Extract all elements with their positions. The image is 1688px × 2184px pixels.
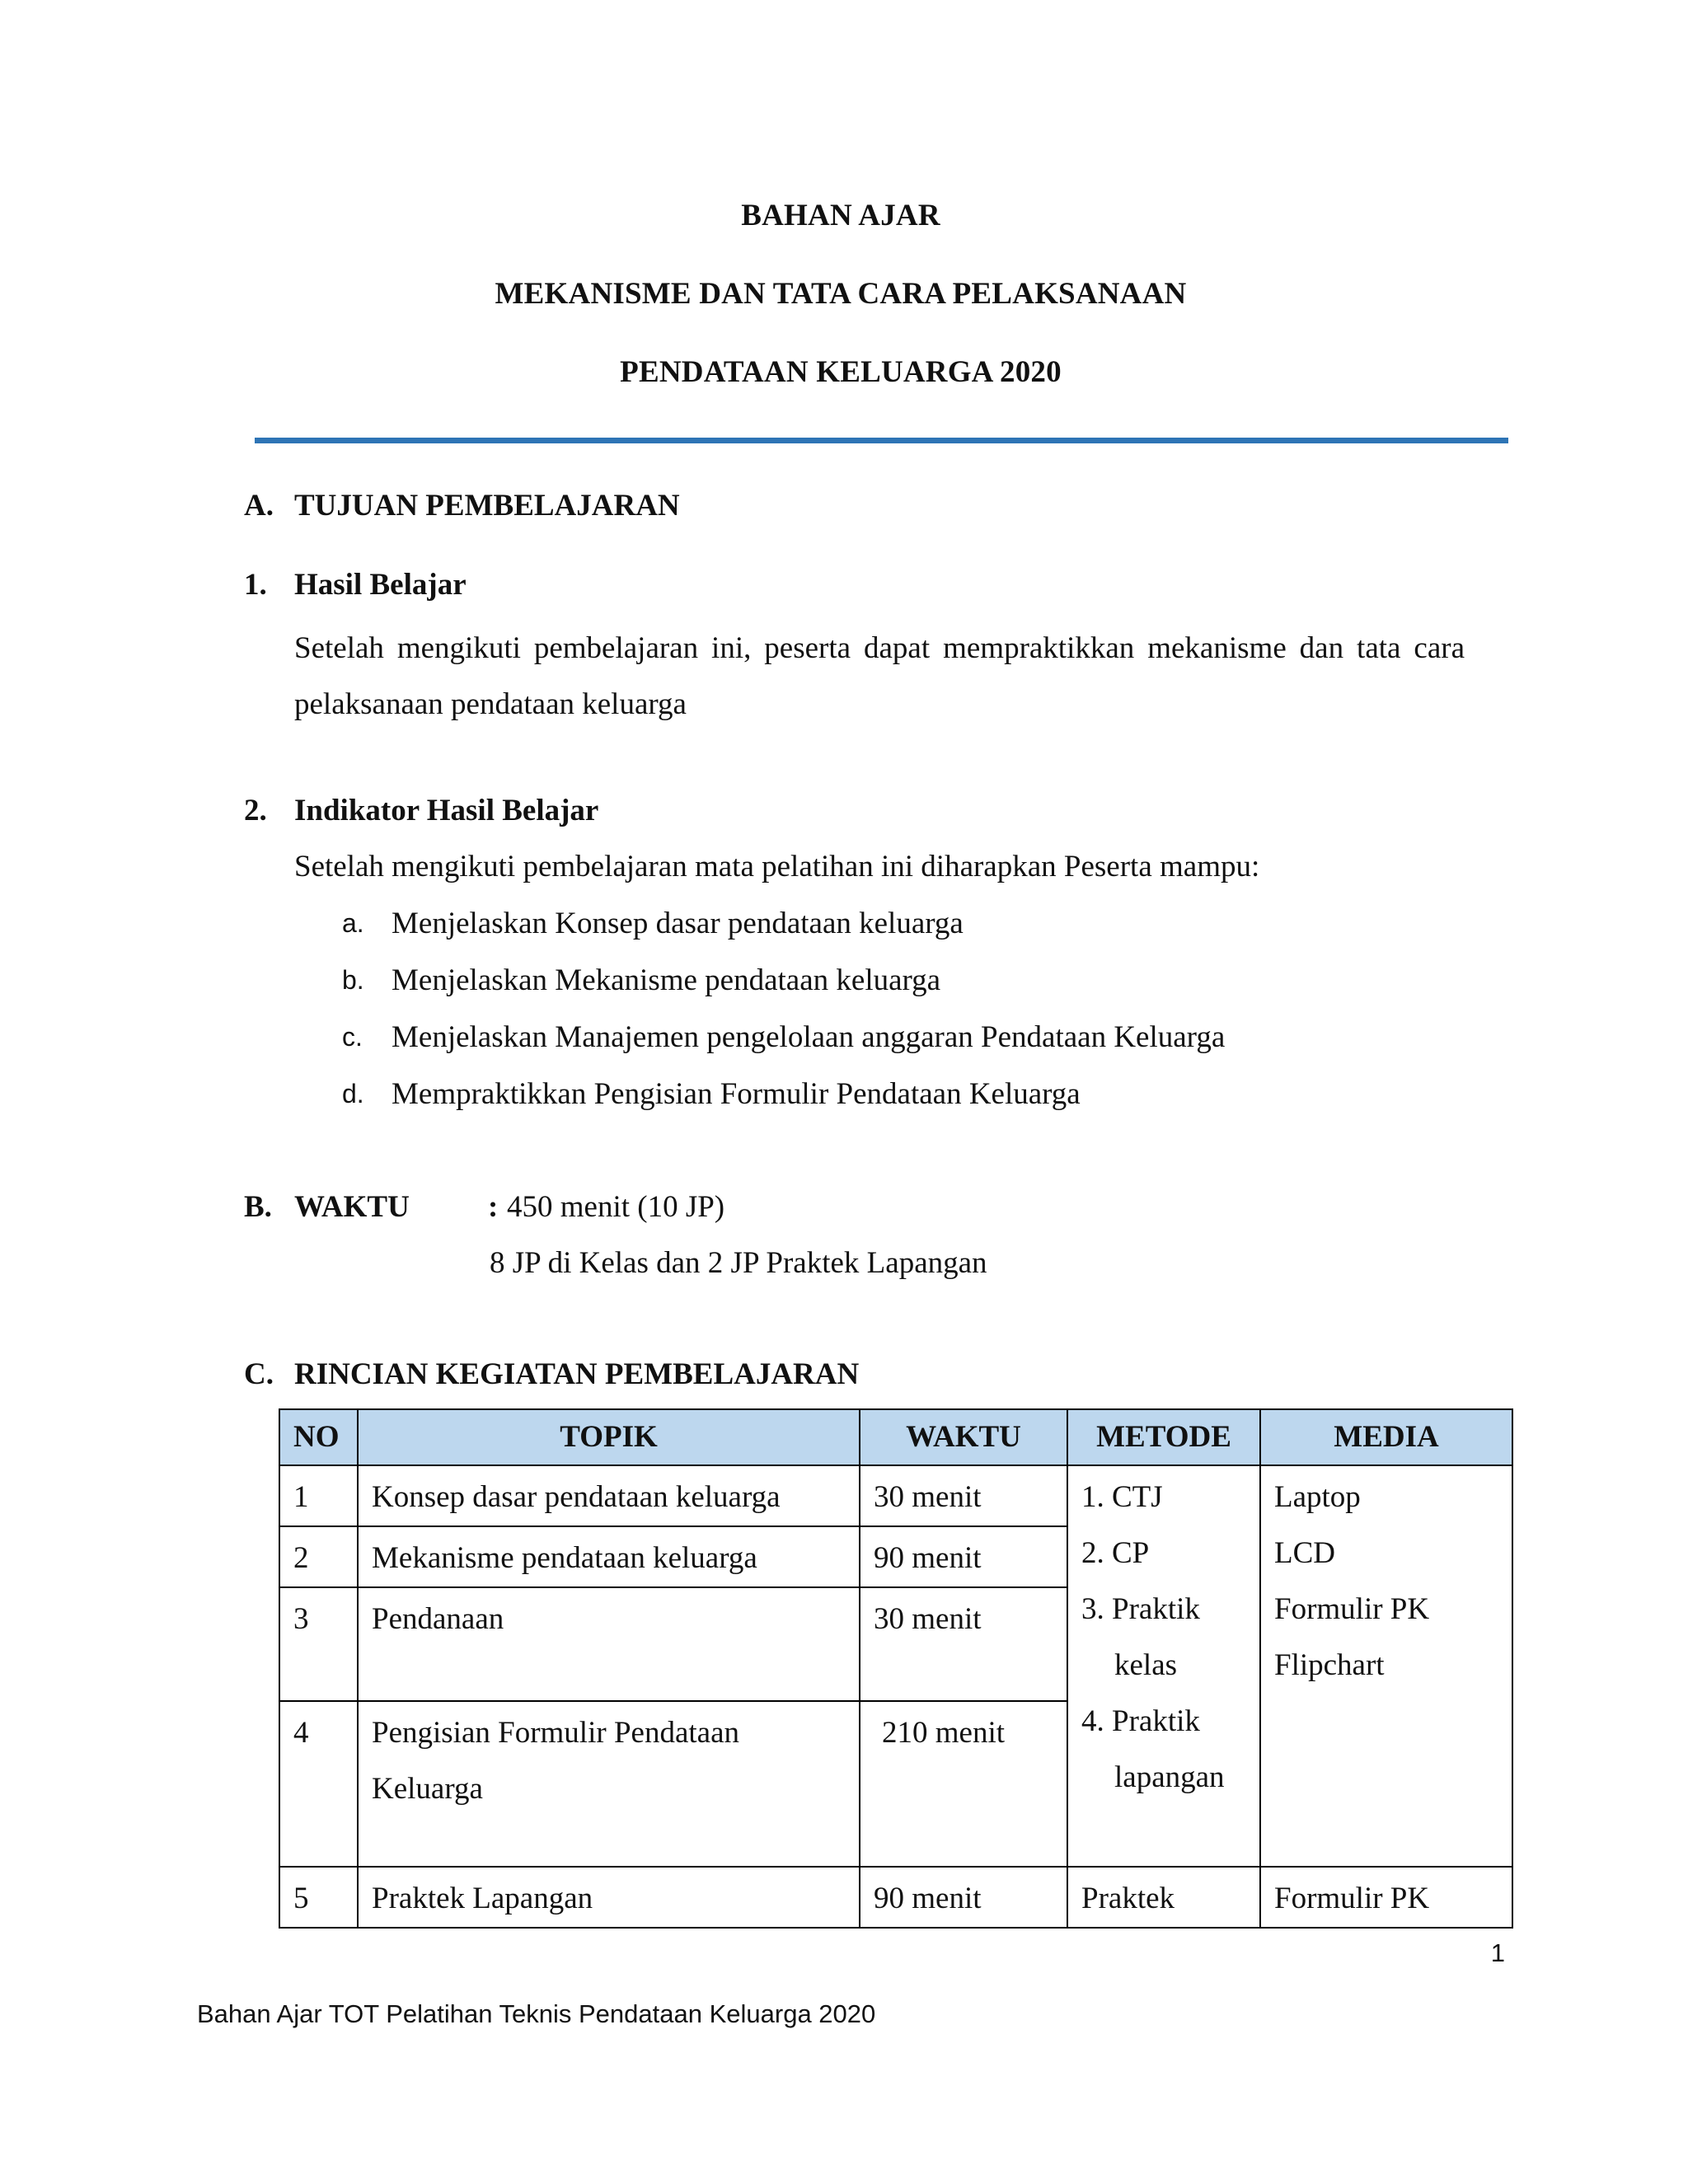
- table-row: [279, 1465, 1512, 1526]
- metode-item: 3. Praktik kelas: [1081, 1592, 1200, 1682]
- document-subtitle-1: MEKANISME DAN TATA CARA PELAKSANAAN: [495, 277, 1187, 311]
- metode-item: 2. CP: [1081, 1536, 1150, 1570]
- section-c-marker: C.: [244, 1357, 274, 1391]
- cell-waktu: 30 menit: [860, 1587, 1067, 1701]
- cell-waktu: 30 menit: [860, 1465, 1067, 1526]
- column-header-media: MEDIA: [1260, 1409, 1512, 1465]
- cell-topik: Pengisian Formulir Pendataan Keluarga: [358, 1701, 860, 1867]
- cell-no: 3: [279, 1587, 358, 1701]
- waktu-total: 450 menit (10 JP): [507, 1190, 725, 1224]
- item-1-text: Setelah mengikuti pembelajaran ini, peserta dapat mempraktikkan mekanisme dan tata cara pelaksanaan pendataan keluarga: [294, 631, 1465, 721]
- column-header-waktu: WAKTU: [860, 1409, 1067, 1465]
- subitem-d-text: Mempraktikkan Pengisian Formulir Pendataan Keluarga: [392, 1077, 1081, 1111]
- media-item: Laptop: [1274, 1480, 1361, 1514]
- cell-waktu: 90 menit: [860, 1526, 1067, 1587]
- page-footer: Bahan Ajar TOT Pelatihan Teknis Pendataan Keluarga 2020: [197, 1999, 876, 2028]
- table-row: [279, 1867, 1512, 1928]
- item-2-number: 2.: [244, 794, 267, 827]
- title-divider: [255, 438, 1508, 443]
- cell-no: 1: [279, 1465, 358, 1526]
- subitem-d-marker: d.: [342, 1079, 364, 1108]
- item-1-title: Hasil Belajar: [294, 568, 467, 602]
- section-b-marker: B.: [244, 1190, 272, 1224]
- section-b-title: WAKTU: [294, 1190, 410, 1224]
- document-title: BAHAN AJAR: [741, 199, 940, 232]
- column-header-metode: METODE: [1067, 1409, 1260, 1465]
- metode-item: 1. CTJ: [1081, 1480, 1163, 1514]
- document-subtitle-2: PENDATAAN KELUARGA 2020: [620, 355, 1062, 389]
- cell-metode: Praktek: [1067, 1867, 1260, 1928]
- cell-topik: Konsep dasar pendataan keluarga: [358, 1465, 860, 1526]
- metode-item: 4. Praktik lapangan: [1081, 1704, 1225, 1794]
- page-number: 1: [1490, 1938, 1505, 1967]
- media-item: Flipchart: [1274, 1648, 1385, 1682]
- cell-no: 2: [279, 1526, 358, 1587]
- media-item: Formulir PK: [1274, 1592, 1430, 1626]
- section-a-marker: A.: [244, 489, 274, 523]
- subitem-a-text: Menjelaskan Konsep dasar pendataan keluarga: [392, 907, 964, 940]
- cell-media: Formulir PK: [1260, 1867, 1512, 1928]
- item-2-title: Indikator Hasil Belajar: [294, 794, 599, 827]
- subitem-b-text: Menjelaskan Mekanisme pendataan keluarga: [392, 963, 941, 997]
- section-a-title: TUJUAN PEMBELAJARAN: [294, 489, 680, 523]
- section-b-colon: :: [488, 1190, 499, 1224]
- media-item: LCD: [1274, 1536, 1335, 1570]
- cell-waktu: 210 menit: [860, 1701, 1067, 1867]
- cell-media-merged: [1260, 1465, 1512, 1867]
- subitem-c-marker: c.: [342, 1022, 363, 1052]
- cell-metode-merged: [1067, 1465, 1260, 1867]
- item-1-number: 1.: [244, 568, 267, 602]
- cell-topik: Pendanaan: [358, 1587, 860, 1701]
- subitem-c-text: Menjelaskan Manajemen pengelolaan anggaran Pendataan Keluarga: [392, 1020, 1226, 1054]
- cell-topik: Mekanisme pendataan keluarga: [358, 1526, 860, 1587]
- table-header-row: [279, 1409, 1512, 1465]
- rincian-table: [279, 1408, 1513, 1929]
- cell-waktu: 90 menit: [860, 1867, 1067, 1928]
- cell-topik: Praktek Lapangan: [358, 1867, 860, 1928]
- column-header-no: NO: [279, 1409, 358, 1465]
- item-2-text: Setelah mengikuti pembelajaran mata pelatihan ini diharapkan Peserta mampu:: [294, 850, 1260, 883]
- section-c-title: RINCIAN KEGIATAN PEMBELAJARAN: [294, 1357, 860, 1391]
- subitem-b-marker: b.: [342, 965, 364, 995]
- subitem-a-marker: a.: [342, 908, 364, 938]
- waktu-breakdown: 8 JP di Kelas dan 2 JP Praktek Lapangan: [490, 1246, 987, 1280]
- column-header-topik: TOPIK: [358, 1409, 860, 1465]
- cell-no: 5: [279, 1867, 358, 1928]
- cell-no: 4: [279, 1701, 358, 1867]
